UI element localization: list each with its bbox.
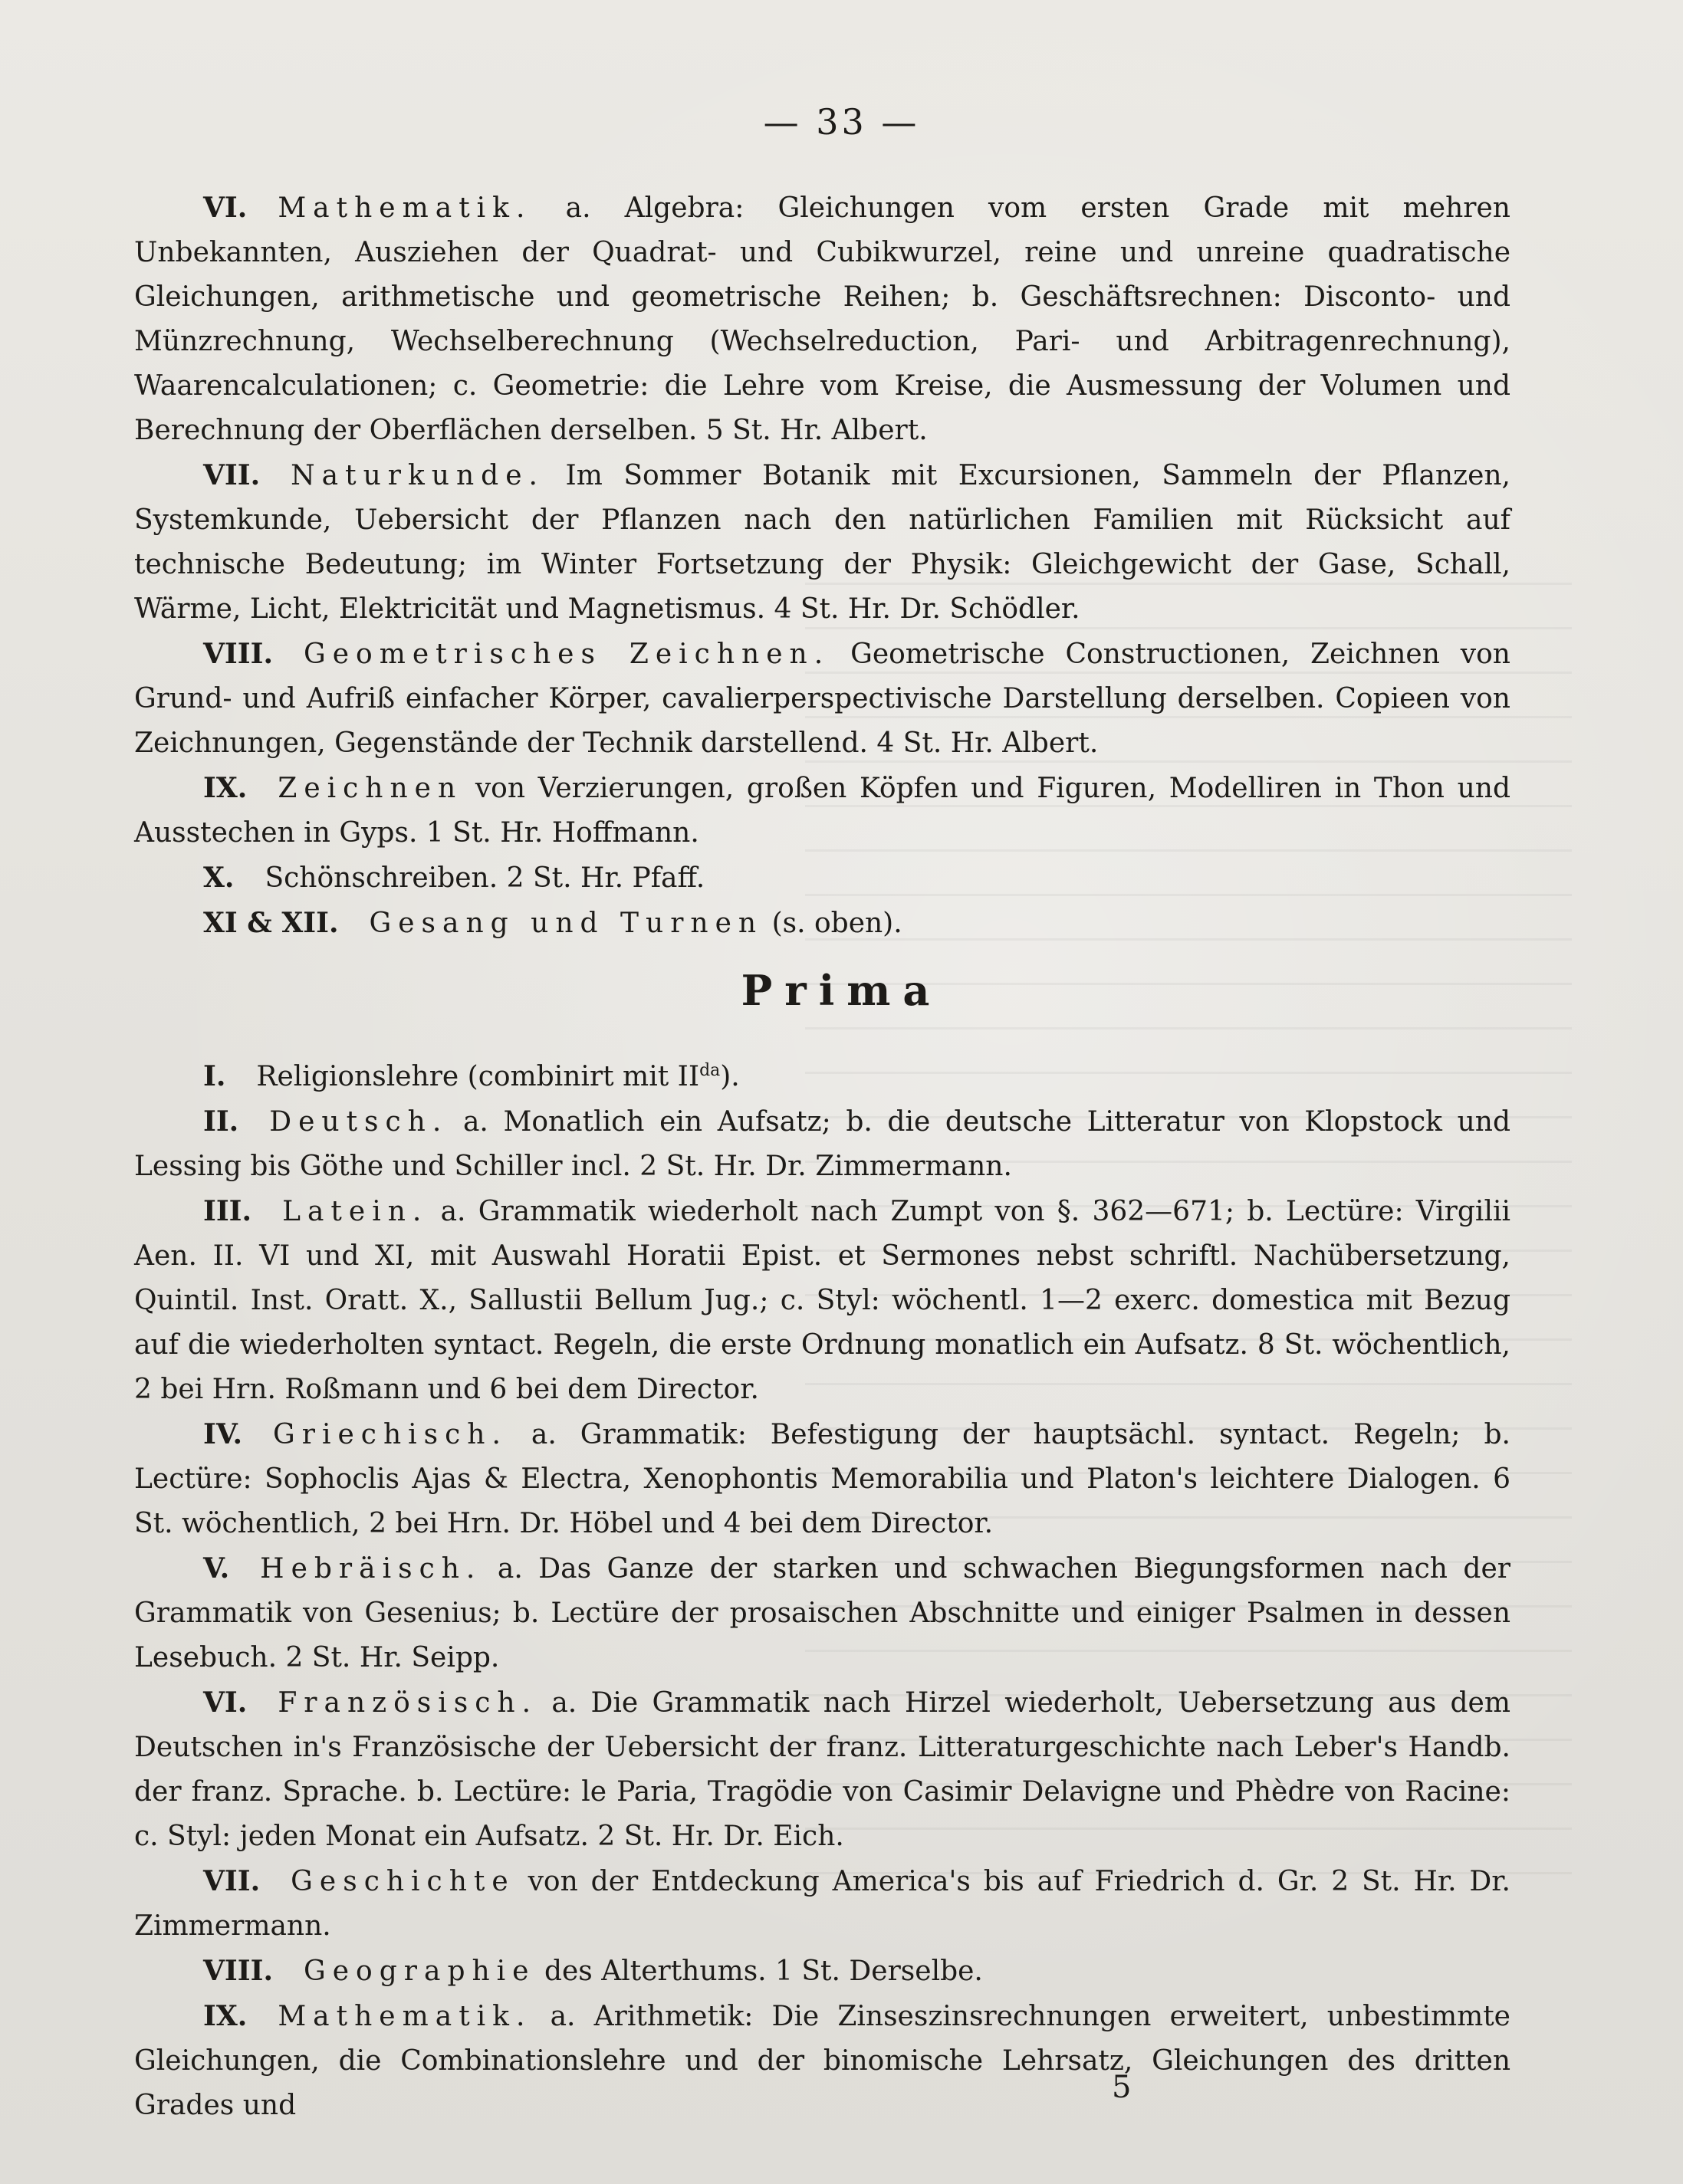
page-number: — 33 —: [763, 101, 920, 143]
subject-title: Gesang und Turnen: [369, 908, 764, 939]
paragraph-latein: III. Latein. a. Grammatik wiederholt nach Zumpt von §. 362—671; b. Lectüre: Virgilii Aen. II. VI und XI, mit Auswahl Horatii Epist. et Sermones nebst schriftl. Nachübersetzung, Quintil. Inst. Oratt. X., Sallustii Bellum Jug.; c. Styl: wöchentl. 1—2 exerc. domestica mit Bezug auf die wiederholten syntact. Regeln, die erste Ordnung monatlich ein Aufsatz. 8 St. wöchentlich, 2 bei Hrn. Roßmann und 6 bei dem Director.: [134, 1195, 1510, 1405]
paragraph-naturkunde: VII. Naturkunde. Im Sommer Botanik mit Excursionen, Sammeln der Pflanzen, Systemkunde, Uebersicht der Pflanzen nach den natürlichen Familien mit Rücksicht auf technische Bedeutung; im Winter Fortsetzung der Physik: Gleichgewicht der Gase, Schall, Wärme, Licht, Elektricität und Magnetismus. 4 St. Hr. Dr. Schödler.: [134, 459, 1510, 625]
subject-title: Deutsch.: [269, 1106, 449, 1138]
upper-section: [134, 186, 1510, 946]
paragraph-geschichte: VII. Geschichte von der Entdeckung America's bis auf Friedrich d. Gr. 2 St. Hr. Dr. Zimmermann.: [134, 1865, 1510, 1942]
subject-title: Französisch.: [278, 1687, 538, 1719]
subject-title: Naturkunde.: [291, 460, 544, 491]
subject-title: Zeichnen: [278, 773, 463, 804]
paragraph-griechisch: IV. Griechisch. a. Grammatik: Befestigung der hauptsächl. syntact. Regeln; b. Lectüre: Sophoclis Ajas & Electra, Xenophontis Memorabilia und Platon's leichtere Dialogen. 6 St. wöchentlich, 2 bei Hrn. Dr. Höbel und 4 bei dem Director.: [134, 1418, 1510, 1539]
paragraph-deutsch: II. Deutsch. a. Monatlich ein Aufsatz; b. die deutsche Litteratur von Klopstock und Lessing bis Göthe und Schiller incl. 2 St. Hr. Dr. Zimmermann.: [134, 1105, 1510, 1182]
paragraph-hebraeisch: V. Hebräisch. a. Das Ganze der starken und schwachen Biegungsformen nach der Grammatik von Gesenius; b. Lectüre der prosaischen Abschnitte und einiger Psalmen in dessen Lesebuch. 2 St. Hr. Seipp.: [134, 1552, 1510, 1673]
paragraph-mathematik: VI. Mathematik. a. Algebra: Gleichungen vom ersten Grade mit mehren Unbekannten, Ausziehen der Quadrat- und Cubikwurzel, reine und unreine quadratische Gleichungen, arithmetische und geometrische Reihen; b. Geschäftsrechnen: Disconto- und Münzrechnung, Wechselberechnung (Wechselreduction, Pari- und Arbitragenrechnung), Waarencalculationen; c. Geometrie: die Lehre vom Kreise, die Ausmessung der Volumen und Berechnung der Oberflächen derselben. 5 St. Hr. Albert.: [134, 192, 1510, 446]
subject-title: Latein.: [282, 1196, 429, 1227]
paragraph-schoenschreiben: X. Schönschreiben. 2 St. Hr. Pfaff.: [203, 862, 705, 894]
paragraph-mathematik-prima: IX. Mathematik. a. Arithmetik: Die Zinseszinsrechnungen erweitert, unbestimmte Gleichungen, die Combinationslehre und der binomische Lehrsatz, Gleichungen des dritten Grades und: [134, 2000, 1510, 2121]
subject-title: Hebräisch.: [260, 1553, 482, 1585]
subject-title: Mathematik.: [278, 192, 532, 224]
signature-mark: 5: [1112, 2070, 1132, 2105]
subject-title: Mathematik.: [278, 2001, 532, 2032]
subject-title: Geographie: [303, 1956, 536, 1987]
paragraph-zeichnen: IX. Zeichnen von Verzierungen, großen Köpfen und Figuren, Modelliren in Thon und Ausstechen in Gyps. 1 St. Hr. Hoffmann.: [134, 772, 1510, 849]
paragraph-franzoesisch: VI. Französisch. a. Die Grammatik nach Hirzel wiederholt, Uebersetzung aus dem Deutschen in's Französische der Uebersicht der franz. Litteraturgeschichte nach Leber's Handb. der franz. Sprache. b. Lectüre: le Paria, Tragödie von Casimir Delavigne und Phèdre von Racine: c. Styl: jeden Monat ein Aufsatz. 2 St. Hr. Dr. Eich.: [134, 1686, 1510, 1852]
subject-title: Griechisch.: [273, 1419, 508, 1450]
subject-title: Geschichte: [291, 1866, 515, 1897]
section-title: Prima: [741, 966, 942, 1015]
subject-title: Geometrisches Zeichnen.: [303, 639, 830, 670]
paragraph-geographie: VIII. Geographie des Alterthums. 1 St. Derselbe.: [203, 1955, 983, 1987]
prima-section: [134, 1054, 1510, 2128]
paragraph-gesang-turnen: XI & XII. Gesang und Turnen (s. oben).: [203, 907, 902, 939]
paragraph-religionslehre: I. Religionslehre (combinirt mit $II^{da}$).: [203, 1060, 740, 1092]
paragraph-geometrisches-zeichnen: VIII. Geometrisches Zeichnen. Geometrische Constructionen, Zeichnen von Grund- und Aufriß einfacher Körper, cavalierperspectivische Darstellung derselben. Copieen von Zeichnungen, Gegenstände der Technik darstellend. 4 St. Hr. Albert.: [134, 638, 1510, 759]
